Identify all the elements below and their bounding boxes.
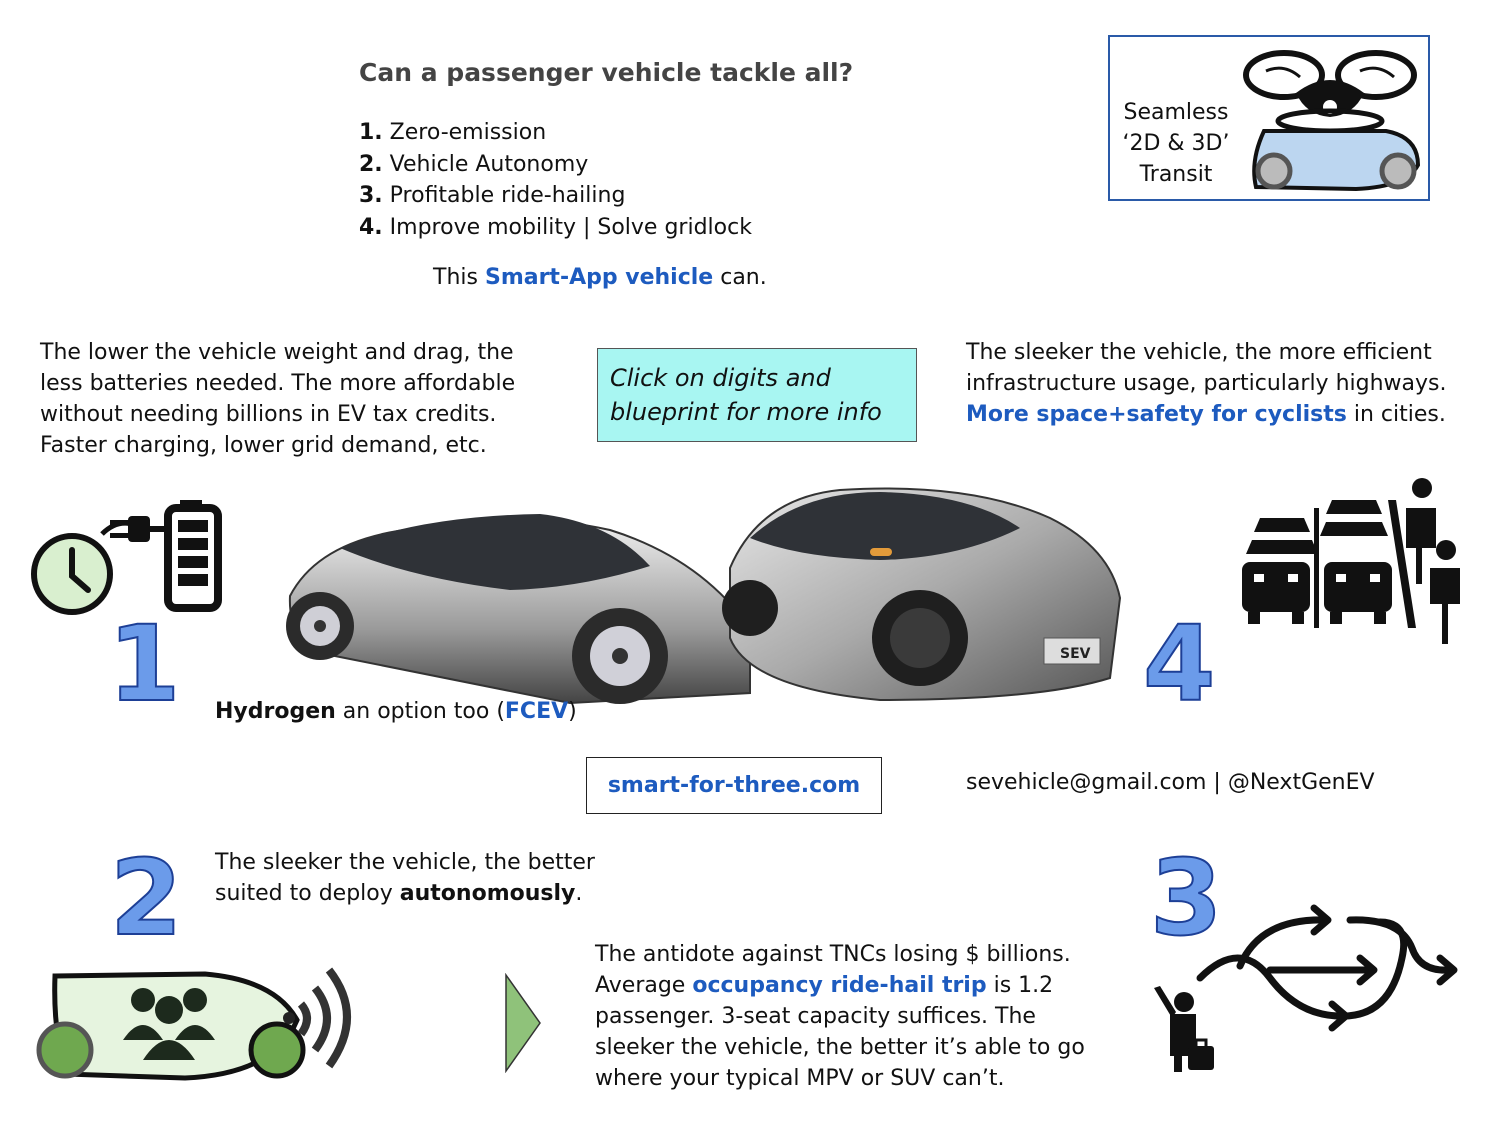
digit-4-button[interactable]: 4 <box>1143 603 1216 725</box>
transit-caption: Seamless ‘2D & 3D’ Transit <box>1122 100 1230 187</box>
contact-info: sevehicle@gmail.com | @NextGenEV <box>966 770 1375 795</box>
goals-list <box>359 117 752 243</box>
digit-1-button[interactable]: 1 <box>108 603 181 725</box>
play-arrow-icon[interactable] <box>504 973 544 1073</box>
transit-box[interactable] <box>1108 35 1430 201</box>
website-link[interactable]: smart-for-three.com <box>607 773 861 798</box>
goal-item-2: 2. Vehicle Autonomy <box>359 151 589 177</box>
smart-app-link[interactable]: Smart-App vehicle <box>484 265 714 290</box>
tnc-paragraph: The antidote against TNCs losing $ billions. Average occupancy ride-hail trip is 1.2 passenger. 3-seat capacity suffices. The sleeker the vehicle, the better it’s able to go where your typical MPV or SUV can’t. <box>595 942 1085 1091</box>
occupancy-link[interactable]: occupancy ride-hail trip <box>692 973 987 998</box>
drone-car-icon <box>1236 41 1422 197</box>
traffic-cyclists-icon <box>1238 478 1470 650</box>
goal-item-3: 3. Profitable ride-hailing <box>359 183 626 208</box>
goal-item-4: 4. Improve mobility | Solve gridlock <box>359 214 752 240</box>
goal-item-1: 1. Zero-emission <box>359 120 547 145</box>
autonomy-paragraph: The sleeker the vehicle, the better suited to deploy autonomously. <box>215 850 595 906</box>
vehicle-blueprint-image[interactable] <box>280 478 1130 708</box>
autonomous-pod-icon <box>35 948 365 1088</box>
page-title: Can a passenger vehicle tackle all? <box>359 58 854 87</box>
can-statement: This Smart-App vehicle can. <box>433 265 767 290</box>
charging-icon <box>30 498 230 620</box>
digit-2-button[interactable]: 2 <box>110 837 183 959</box>
ride-hail-routes-icon <box>1150 898 1470 1078</box>
digit-3-button[interactable]: 3 <box>1150 837 1223 959</box>
battery-paragraph: The lower the vehicle weight and drag, the less batteries needed. The more affordable without needing billions in EV tax credits. Faster charging, lower grid demand, etc. <box>40 340 516 458</box>
fcev-link[interactable]: FCEV <box>504 699 569 724</box>
license-plate-text: SEV <box>1060 646 1091 662</box>
info-callout: Click on digits and blueprint for more info <box>597 348 917 442</box>
cyclists-link[interactable]: More space+safety for cyclists <box>966 402 1347 427</box>
infrastructure-paragraph: The sleeker the vehicle, the more efficient infrastructure usage, particularly highways. More space+safety for cyclists in cities. <box>966 340 1447 427</box>
website-link-box[interactable] <box>586 757 882 814</box>
hydrogen-note: Hydrogen an option too (FCEV) <box>215 699 577 724</box>
